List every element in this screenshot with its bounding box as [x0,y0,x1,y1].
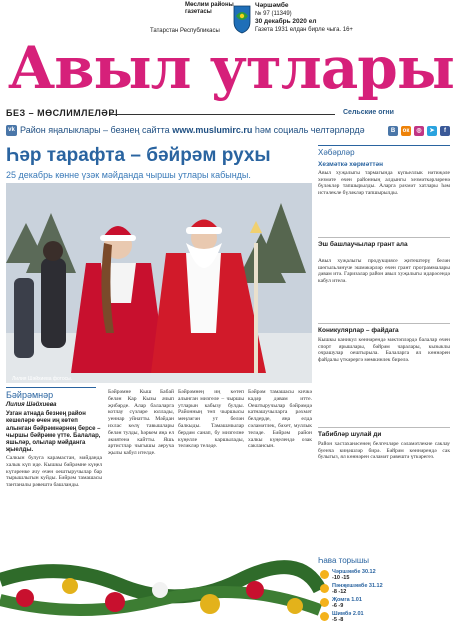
news-item-text: Авыл хуҗалыгы тармагында күпьеллык нәтиҗәле хезмәте өчен районның алдынгы хезмәткәрләренә бүләкләр тапшырылды. Аларга рәхмәт хатлары һәм истәлекле бүләкләр тапшырылды. [318,170,450,197]
weather-day: Пәнҗешәмбе 31.12 [332,583,383,589]
instagram-icon[interactable]: ◎ [414,126,424,136]
issue-info [255,2,353,34]
article-column-4: Бәйрәм тамашасы кичкә кадәр дәвам итте. Оештыручылар бәйрәмдә катнашучыларга рәхмәт белдерде, яңа елда сәламәтлек, бәхет, муллык теләде. Бәйрәм район халкы күңелендә озак саклансын. [248,389,312,450]
motto: БЕЗ – МӨСЛИМЛЕЛӘР! [6,108,119,118]
news-item-title: Коникулярлар – файдага [318,327,399,334]
article-dek: 25 декабрь көнне үзәк мәйданда чыршы утлары кабынды. [6,170,251,180]
news-item-title: Хезмәткә хөрмәттән [318,161,384,168]
republic-name: Татарстан Республикасы [150,28,220,34]
weather-widget [318,556,450,631]
issue-number: № 97 (11349) [255,10,292,17]
news-item-title: Табибләр шулай ди [318,431,382,438]
newspaper-title: Авыл утлары [8,34,454,102]
odnoklassniki-icon[interactable]: ок [402,128,410,134]
website-bar [0,124,454,138]
issue-date: 30 декабрь 2020 ел [255,18,317,25]
weather-temp: -10 -15 [332,575,350,581]
vk-icon[interactable]: vk [6,125,17,136]
sidebar-divider [318,427,450,428]
vk-social-icon[interactable]: В [388,126,398,136]
rural-lights-label: Сельские огни [343,109,394,116]
weather-row [318,569,450,581]
sidebar-divider [318,323,450,324]
website-promo-after: һәм социаль челтәрләрдә [252,125,365,135]
publisher-name: Мөслим районы газетасы [185,2,234,15]
photo-illustration [6,183,312,383]
section-label: Бәйрәмнәр [6,387,96,400]
weather-day: Шимбә 2.01 [332,611,364,617]
weather-temp: -6 -9 [332,603,344,609]
photo-caption: Лилия Шәйхиева фотосы. [12,376,73,382]
website-promo [20,125,365,135]
sun-icon [320,598,329,607]
article-photo [6,183,312,383]
news-item-title: Эш башлаучылар грант ала [318,241,408,248]
telegram-icon[interactable]: ➤ [427,126,437,136]
sidebar-head: Хәбәрләр [318,145,450,157]
weather-day: Чәршәмбе 30.12 [332,569,376,575]
weather-row [318,611,450,623]
issue-since: Газета 1931 елдан бирле чыга. 16+ [255,26,353,33]
article-column-2: Бәйрәмне Кыш Бабай белән Кар Кызы ачып җибәрде. Алар балаларга котлау сүзләре юллады, уеннар уйнатты. Мәйдан ихлас көлү тавышлары белән тулды, һәркем яңа ел әкиятенә кайтты. Яшь артистлар чыгышы аеруча җылы кабул ителде. [108,389,174,457]
article-headline: Һәр тарафта – бәйрәм рухы [6,145,271,166]
weather-temp: -8 -12 [332,589,347,595]
sun-icon [320,570,329,579]
issue-day: Чәршәмбе [255,2,289,9]
weather-head: Һава торышы [318,556,370,565]
article-lead: Узган атнада безнең район кешеләре өчен иң көтеп алынган бәйрәмнәрнең берсе – чыршы бәйрәме үтте. Балалар, яшьләр, олылар мәйданга җыелды. [6,411,101,454]
website-promo-before: Район яңалыклары – безнең сайтта [20,125,173,135]
news-item-text: Авыл хуҗалыгы продукциясе җитештерү белән шөгыльләнүче эшмәкәрләр өчен грант программалары дәвам итә. Гаризалар район авыл хуҗалыгы идарәсендә кабул ителә. [318,258,450,285]
news-item-text: Кышкы каникул көннәрендә мәктәпләрдә балалар өчен спорт ярышлары, бәйрәм чаралары, кызыклы очрашулар оештырыла. Балаларга ял көннәрен файдалы үткәрергә мөмкинлек бирелә. [318,337,450,364]
sun-icon [320,612,329,621]
weather-row [318,583,450,595]
facebook-icon[interactable]: f [440,126,450,136]
motto-bar [0,108,454,120]
news-item-text: Район хастаханәсенең белгечләре сәламәтлекне саклау буенча киңәшләр бирә. Бәйрәм көннәрендә сак булыгыз, ял көннәрен сәламәт рәвештә үткәрегез. [318,441,450,461]
coat-of-arms-icon [232,4,252,34]
motto-divider [110,114,335,115]
weather-day: Җомга 1.01 [332,597,362,603]
article-column-3: Бәйрәмнең иң көтеп алынган мизгеле – чыршы утларын кабызу булды. Районның төп чыршысы меңләгән ут белән балкыды. Тамашачылар бердәм санап, бу мизгелне күңелле каршылады, теләкләр теләде. [178,389,244,450]
weather-row [318,597,450,609]
website-link[interactable]: www.muslumirc.ru [172,125,253,135]
news-sidebar [318,145,450,545]
sidebar-divider [318,237,450,238]
article-column-1: Салкын булуга карамастан, мәйданда халык күп иде. Кышкы бәйрәмне күңел күтәренке ачу өчен оештыручылар бар тырышлыгын куйды. Бәйрәм тамашасы тантаналы рәвештә башланды. [6,455,102,489]
weather-temp: -5 -8 [332,617,344,623]
article-author: Лилия Шәйхиева [6,402,57,408]
sun-icon [320,584,329,593]
